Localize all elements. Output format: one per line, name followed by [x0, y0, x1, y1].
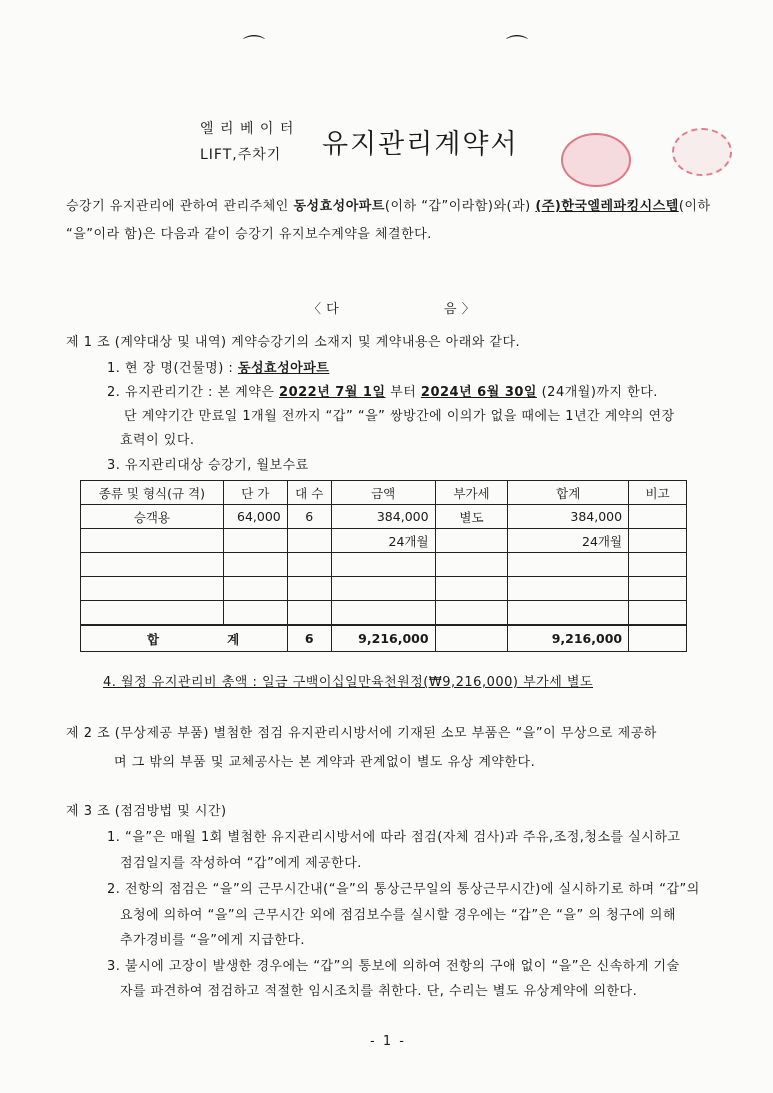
page-number: - 1 -	[370, 1034, 406, 1049]
col-header-remarks: 비고	[629, 481, 687, 505]
period-from: 부터	[385, 385, 421, 400]
header-subcategory: LIFT,주차기	[200, 147, 282, 163]
col-header-qty: 대 수	[287, 481, 331, 505]
article-1-item-2	[107, 381, 658, 400]
article-3-item-3-line-1: 3. 불시에 고장이 발생한 경우에는 “갑”의 통보에 의하여 전항의 구애 없이 “을”은 신속하게 기술	[107, 959, 680, 974]
col-header-amount: 금액	[331, 481, 435, 505]
table-row	[81, 529, 687, 553]
article-1-title: 제 1 조 (계약대상 및 내역) 계약승강기의 소재지 및 계약내용은 아래와 같다.	[66, 335, 521, 350]
article-3-item-2-line-2: 요청에 의하여 “을”의 근무시간 외에 점검보수를 실시할 경우에는 “갑”은 “을” 의 청구에 의해	[120, 908, 677, 923]
cell-qty: 6	[287, 505, 331, 529]
intro-line-1	[66, 195, 711, 214]
company-seal-stamp	[561, 133, 631, 187]
article-2-line-2: 며 그 밖의 부품 및 교체공사는 본 계약과 관계없이 별도 유상 계약한다.	[114, 755, 536, 770]
intro-text-b: (이하 “갑”이라함)와(과)	[384, 199, 536, 214]
col-header-total: 합계	[508, 481, 629, 505]
article-2-line-1: 제 2 조 (무상제공 부품) 별첨한 점검 유지관리시방서에 기재된 소모 부품은 “을”이 무상으로 제공하	[66, 726, 657, 741]
cell-vat: 별도	[435, 505, 508, 529]
col-header-unit-price: 단 가	[223, 481, 287, 505]
article-3-item-2-line-1: 2. 전항의 점검은 “을”의 근무시간내(“을”의 통상근무일의 통상근무시간)에 실시하기로 하며 “갑”의	[107, 882, 700, 897]
cell-amount: 384,000	[331, 505, 435, 529]
site-label: 1. 현 장 명(건물명) :	[107, 361, 238, 376]
table-row	[81, 577, 687, 601]
table-row	[81, 553, 687, 577]
total-amount: 9,216,000	[331, 625, 435, 652]
article-3-item-1-line-2: 점검일지를 작성하여 “갑”에게 제공한다.	[120, 856, 362, 871]
cell-total-months: 24개월	[508, 529, 629, 553]
intro-text-c: (이하	[678, 199, 711, 214]
period-end: 2024년 6월 30일	[420, 385, 537, 400]
period-duration: (24개월)까지 한다.	[536, 385, 658, 400]
article-1-item-2-line-2: 단 계약기간 만료일 1개월 전까지 “갑” “을” 쌍방간에 이의가 없을 때에는 1년간 계약의 연장	[124, 409, 675, 424]
total-label	[81, 625, 288, 652]
article-3-item-2-line-3: 추가경비를 “을”에게 지급한다.	[120, 933, 306, 948]
article-1-item-3: 3. 유지관리대상 승강기, 월보수료	[107, 458, 309, 473]
contractor-name: (주)한국엘레파킹시스템	[535, 199, 679, 214]
table-row	[81, 601, 687, 626]
site-name: 동성효성아파트	[237, 361, 330, 376]
period-start: 2022년 7월 1일	[279, 385, 386, 400]
cell-type: 승객용	[81, 505, 224, 529]
total-label-a: 합	[147, 631, 160, 647]
article-1-item-4: 4. 월정 유지관리비 총액 : 일금 구백이십일만육천원정(₩9,216,000) 부가세 별도	[103, 675, 594, 690]
round-seal-stamp	[672, 128, 732, 176]
total-sum: 9,216,000	[508, 625, 629, 652]
article-3-item-1-line-1: 1. “을”은 매월 1회 별첨한 유지관리시방서에 따라 점검(자체 검사)과 주유,조정,청소를 실시하고	[107, 830, 681, 845]
table-header-row	[81, 481, 687, 505]
intro-text-a: 승강기 유지관리에 관하여 관리주체인	[66, 199, 294, 214]
client-name: 동성효성아파트	[293, 199, 385, 214]
cell-total: 384,000	[508, 505, 629, 529]
section-heading-right: 음 〉	[444, 302, 476, 317]
table-total-row	[81, 625, 687, 652]
cell-unit-price: 64,000	[223, 505, 287, 529]
col-header-vat: 부가세	[435, 481, 508, 505]
total-qty: 6	[287, 625, 331, 652]
binding-mark-left: ⌒	[243, 35, 266, 60]
section-heading-left: 〈 다	[308, 302, 340, 317]
header-category: 엘 리 베 이 터	[200, 121, 295, 137]
article-3-title: 제 3 조 (점검방법 및 시간)	[66, 804, 227, 819]
binding-mark-right: ⌒	[506, 35, 529, 60]
fee-table	[80, 480, 687, 652]
col-header-type: 종류 및 형식(규 격)	[81, 481, 224, 505]
document-title: 유지관리계약서	[322, 129, 519, 160]
period-label: 2. 유지관리기간 : 본 계약은	[107, 385, 280, 400]
table-row	[81, 505, 687, 529]
total-label-b: 계	[227, 631, 240, 647]
article-1-item-1	[107, 357, 329, 376]
cell-amount-months: 24개월	[331, 529, 435, 553]
cell-remarks	[629, 505, 687, 529]
intro-line-2: “을”이라 함)은 다음과 같이 승강기 유지보수계약을 체결한다.	[66, 227, 432, 242]
article-3-item-3-line-2: 자를 파견하여 점검하고 적절한 임시조치를 취한다. 단, 수리는 별도 유상계약에 의한다.	[120, 984, 638, 999]
article-1-item-2-line-3: 효력이 있다.	[120, 433, 195, 448]
